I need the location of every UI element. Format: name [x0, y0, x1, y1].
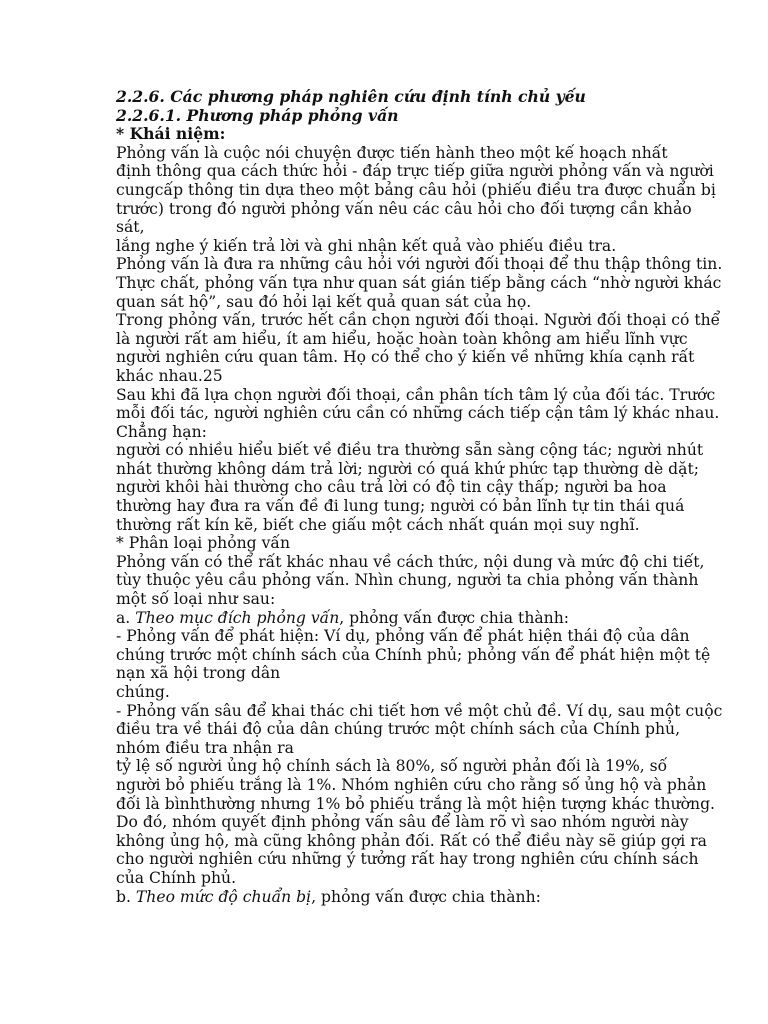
- subsection-heading: 2.2.6.1. Phương pháp phỏng vấn: [116, 105, 399, 125]
- text-line: thường hay đưa ra vấn đề đi lung tung; người có bản lĩnh tự tin thái quá: [116, 497, 685, 516]
- item-b-italic: Theo mức độ chuẩn bị: [135, 887, 312, 906]
- text-line: Trong phỏng vấn, trước hết cần chọn người đối thoại. Người đối thoại có thể: [116, 311, 721, 330]
- item-b-suffix: , phỏng vấn được chia thành:: [311, 887, 541, 906]
- text-line: là người rất am hiểu, ít am hiểu, hoặc hoàn toàn không am hiểu lĩnh vực: [116, 329, 688, 348]
- item-a-line: [116, 609, 656, 628]
- text-line: lắng nghe ý kiến trả lời và ghi nhận kết quả vào phiếu điều tra.: [116, 236, 617, 255]
- item-b-line: [116, 888, 656, 907]
- text-line: nhát thường không dám trả lời; người có quá khứ phức tạp thường dè dặt;: [116, 459, 699, 478]
- text-line: điều tra về thái độ của dân chúng trước một chính sách của Chính phủ,: [116, 720, 681, 739]
- text-line: Chẳng hạn:: [116, 422, 207, 441]
- text-line: nhóm điều tra nhận ra: [116, 738, 294, 757]
- text-line: chúng trước một chính sách của Chính phủ; phỏng vấn để phát hiện một tệ: [116, 645, 711, 664]
- text-line: của Chính phủ.: [116, 868, 237, 887]
- text-line: Phỏng vấn có thể rất khác nhau về cách thức, nội dung và mức độ chi tiết,: [116, 552, 705, 571]
- text-line: Phỏng vấn là đưa ra những câu hỏi với người đối thoại để thu thập thông tin.: [116, 255, 723, 274]
- concept-heading: * Khái niệm:: [116, 124, 226, 144]
- item-a-prefix: a.: [116, 608, 136, 627]
- text-line: người khôi hài thường cho câu trả lời có độ tin cậy thấp; người ba hoa: [116, 478, 667, 497]
- text-line: người nghiên cứu quan tâm. Họ có thể cho ý kiến về những khía cạnh rất: [116, 348, 695, 367]
- text-line: quan sát hộ”, sau đó hỏi lại kết quả quan sát của họ.: [116, 292, 532, 311]
- paragraph-block-1: [116, 143, 723, 609]
- text-line: - Phỏng vấn để phát hiện: Ví dụ, phỏng vấn để phát hiện thái độ của dân: [116, 627, 690, 646]
- text-line: Phỏng vấn là cuộc nói chuyện được tiến hành theo một kế hoạch nhất: [116, 143, 668, 162]
- text-line: một số loại như sau:: [116, 590, 276, 609]
- text-line: người bỏ phiếu trắng là 1%. Nhóm nghiên cứu cho rằng số ủng hộ và phản: [116, 775, 707, 794]
- text-line: thường rất kín kẽ, biết che giấu một cách nhất quán mọi suy nghĩ.: [116, 515, 640, 534]
- section-heading: 2.2.6. Các phương pháp nghiên cứu định tính chủ yếu: [116, 87, 586, 106]
- paragraph-block-2: [116, 627, 723, 887]
- text-line: mỗi đối tác, người nghiên cứu cần có những cách tiếp cận tâm lý khác nhau.: [116, 404, 720, 423]
- item-a-suffix: , phỏng vấn được chia thành:: [339, 608, 570, 627]
- text-line: trước) trong đó người phỏng vấn nêu các câu hỏi cho đối tượng cần khảo: [116, 199, 692, 218]
- text-line: tùy thuộc yêu cầu phỏng vấn. Nhìn chung, người ta chia phỏng vấn thành: [116, 571, 699, 590]
- text-line: khác nhau.25: [116, 366, 223, 385]
- text-line: sát,: [116, 218, 145, 237]
- item-b-prefix: b.: [116, 887, 136, 906]
- text-line: cungcấp thông tin dựa theo một bảng câu hỏi (phiếu điều tra được chuẩn bị: [116, 180, 716, 199]
- text-line: cho người nghiên cứu những ý tưởng rất hay trong nghiên cứu chính sách: [116, 850, 699, 869]
- document-body: [116, 87, 723, 906]
- text-line: đối là bìnhthường nhưng 1% bỏ phiếu trắng là một hiện tượng khác thường.: [116, 794, 716, 813]
- text-line: * Phân loại phỏng vấn: [116, 534, 291, 553]
- text-line: nạn xã hội trong dân: [116, 664, 281, 683]
- text-line: - Phỏng vấn sâu để khai thác chi tiết hơn về một chủ đề. Ví dụ, sau một cuộc: [116, 701, 723, 720]
- item-a-italic: Theo mục đích phỏng vấn: [135, 608, 340, 627]
- text-line: người có nhiều hiểu biết về điều tra thường sẵn sàng cộng tác; người nhút: [116, 441, 704, 460]
- text-line: tỷ lệ số người ủng hộ chính sách là 80%, số người phản đối là 19%, số: [116, 757, 668, 776]
- text-line: Sau khi đã lựa chọn người đối thoại, cần phân tích tâm lý của đối tác. Trước: [116, 385, 716, 404]
- text-line: không ủng hộ, mà cũng không phản đối. Rất có thể điều này sẽ giúp gợi ra: [116, 831, 707, 850]
- text-line: định thông qua cách thức hỏi - đáp trực tiếp giữa người phỏng vấn và người: [116, 162, 714, 181]
- text-line: chúng.: [116, 683, 170, 701]
- text-line: Thực chất, phỏng vấn tựa như quan sát gián tiếp bằng cách “nhờ người khác: [116, 273, 722, 292]
- text-line: Do đó, nhóm quyết định phỏng vấn sâu để làm rõ vì sao nhóm người này: [116, 813, 689, 832]
